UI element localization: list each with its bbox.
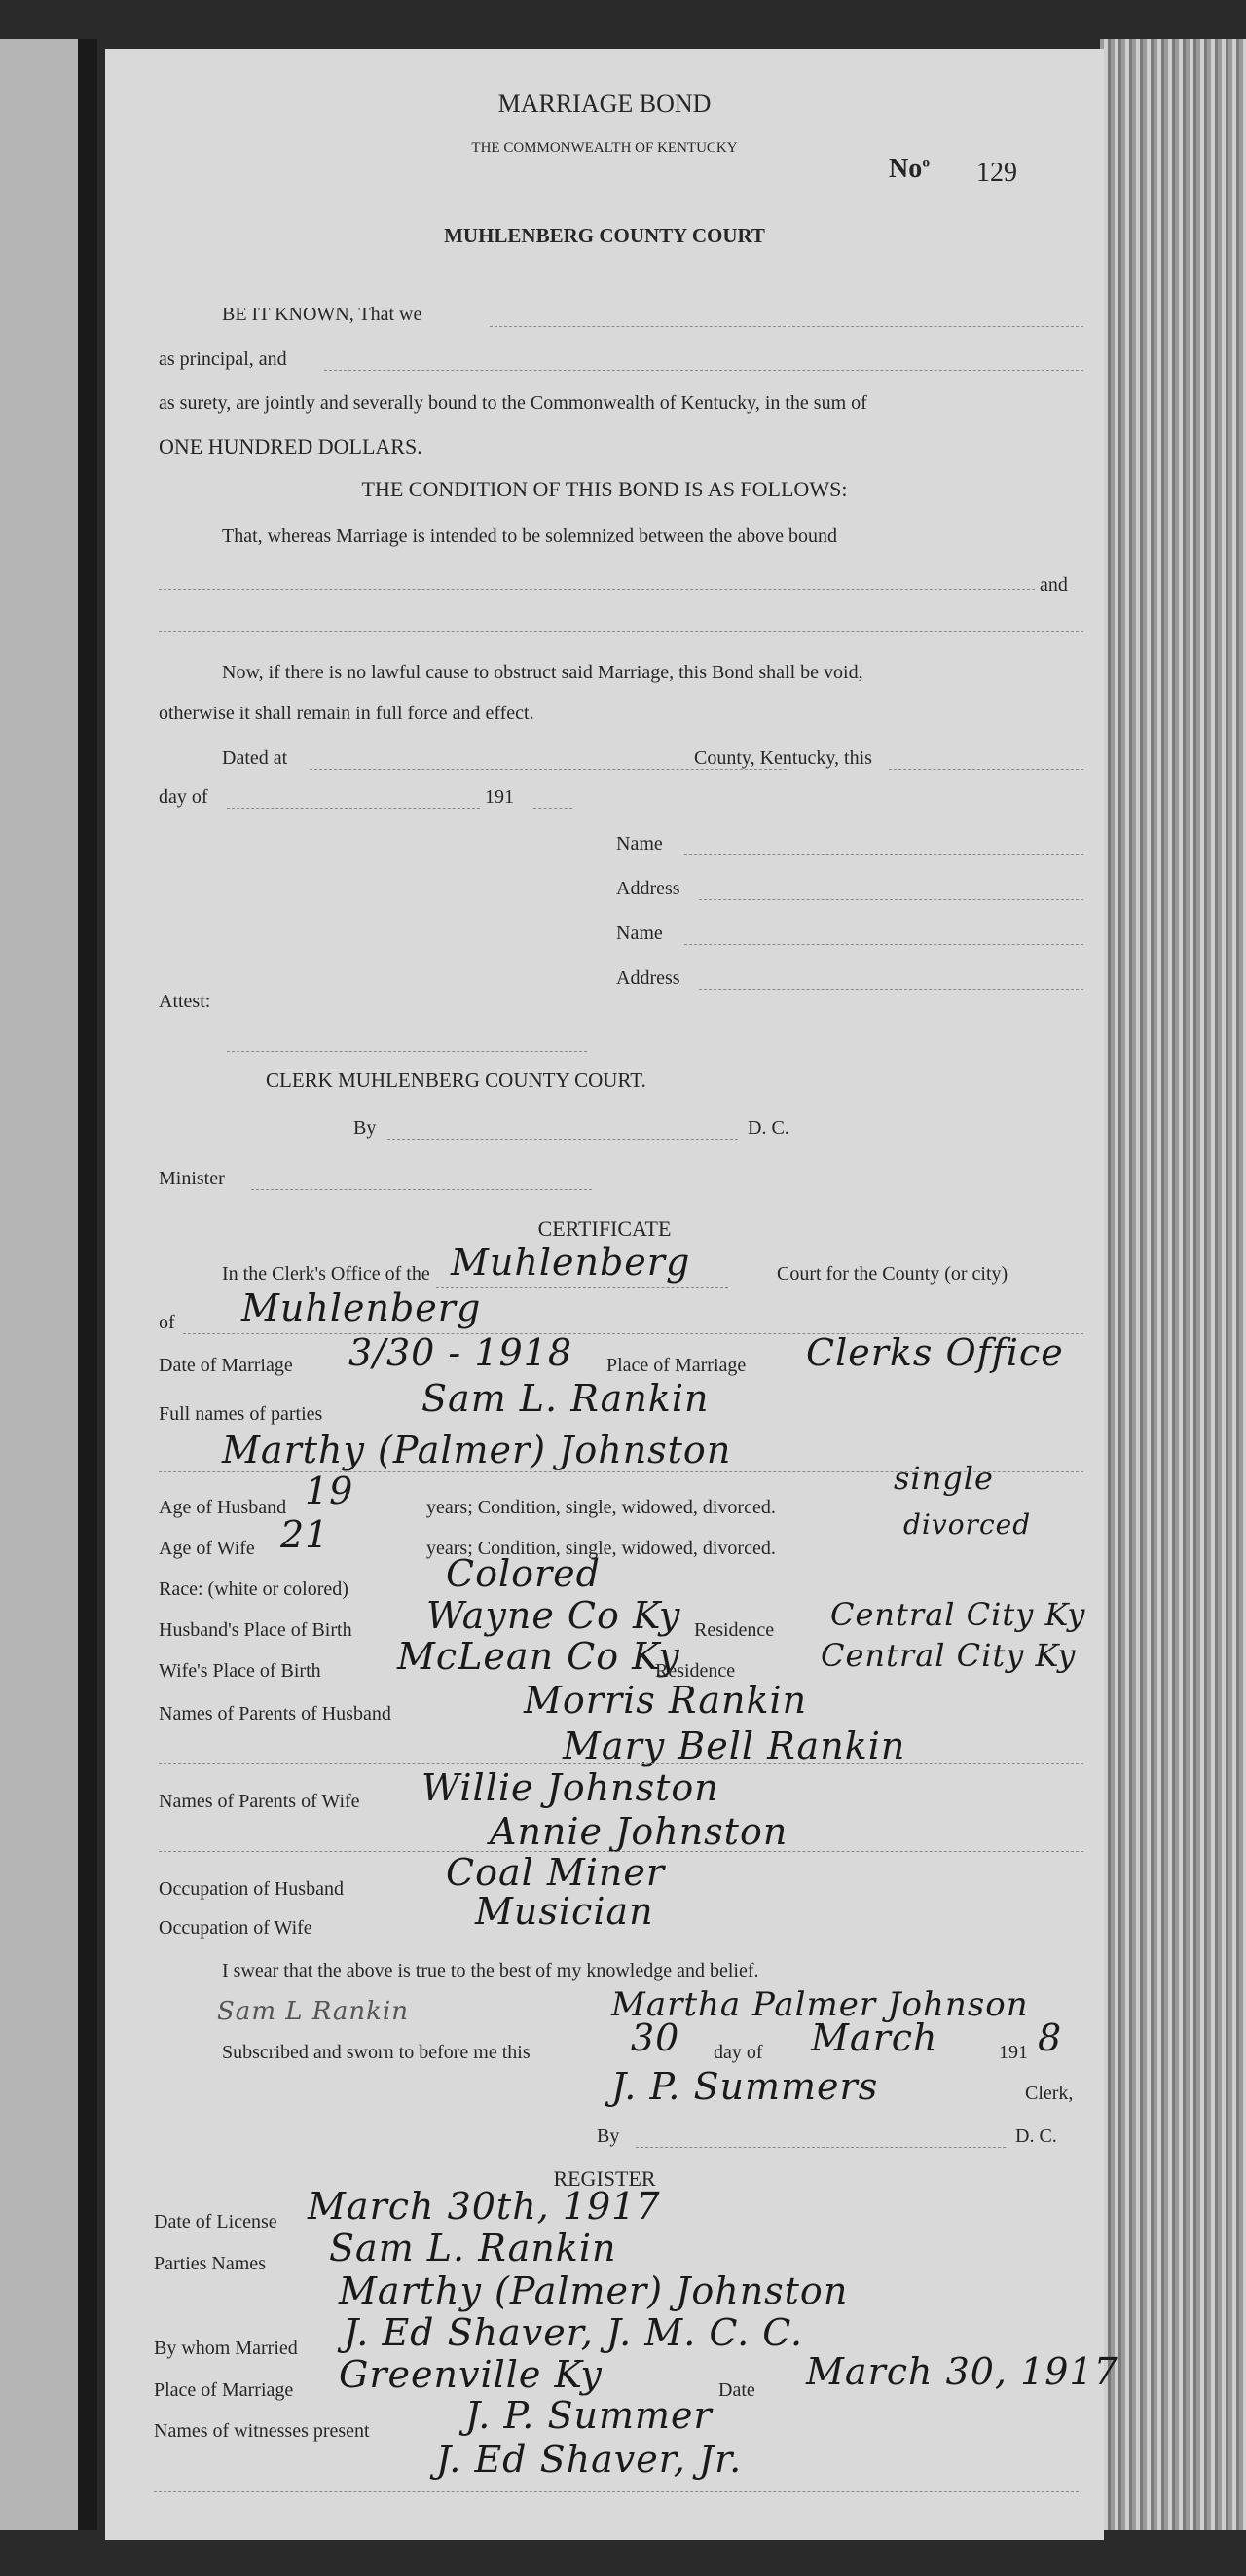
date-of-marriage-value: 3/30 - 1918: [348, 1331, 573, 1374]
husband-residence-value: Central City Ky: [830, 1596, 1086, 1633]
age-wife-value: 21: [280, 1513, 330, 1556]
cert-by-line: [636, 2147, 1006, 2148]
clerks-office-text: In the Clerk's Office of the: [222, 1263, 430, 1285]
witness-1: J. P. Summer: [465, 2394, 713, 2437]
witnesses-label: Names of witnesses present: [154, 2420, 370, 2442]
place-of-marriage-value: Clerks Office: [806, 1331, 1064, 1374]
age-wife-label: Age of Wife: [159, 1538, 255, 1559]
name-2-line: [684, 944, 1083, 945]
bound-party-line-1: [159, 589, 1035, 590]
husband-birthplace-value: Wayne Co Ky: [426, 1594, 681, 1637]
husband-parent-2: Mary Bell Rankin: [563, 1724, 906, 1767]
age-husband-value: 19: [305, 1469, 354, 1512]
clerks-office-county: Muhlenberg: [451, 1241, 691, 1284]
surety-text: as surety, are jointly and severally bound to the Commonwealth of Kentucky, in the sum of: [159, 392, 867, 414]
wife-residence-label: Residence: [655, 1660, 736, 1682]
register-place-label: Place of Marriage: [154, 2379, 294, 2401]
day-line: [889, 769, 1083, 770]
married-by-value: J. Ed Shaver, J. M. C. C.: [344, 2311, 804, 2354]
parties-names-label: Parties Names: [154, 2253, 266, 2274]
certificate-heading: CERTIFICATE: [537, 1216, 672, 1241]
witness-2: J. Ed Shaver, Jr.: [436, 2438, 743, 2481]
principal-name-line: [490, 326, 1083, 327]
husband-residence-label: Residence: [694, 1619, 775, 1641]
register-place-value: Greenville Ky: [339, 2353, 603, 2396]
condition-husband-value: single: [894, 1460, 994, 1497]
wife-parents-label: Names of Parents of Wife: [159, 1791, 360, 1812]
condition-husband-text: years; Condition, single, widowed, divorced.: [426, 1497, 776, 1518]
husband-parent-1: Morris Rankin: [524, 1679, 808, 1722]
month-line: [227, 808, 480, 809]
day-of: day of: [159, 786, 208, 808]
name-1-label: Name: [616, 833, 663, 854]
husband-birthplace-label: Husband's Place of Birth: [159, 1619, 352, 1641]
book-gutter: [78, 39, 97, 2530]
race-value: Colored: [446, 1552, 601, 1595]
married-by-label: By whom Married: [154, 2338, 298, 2359]
address-1-label: Address: [616, 878, 680, 899]
dc-label: D. C.: [748, 1117, 789, 1139]
minister-line: [251, 1189, 592, 1190]
be-it-known: BE IT KNOWN, That we: [222, 304, 422, 325]
condition-wife-text: years; Condition, single, widowed, divorced.: [426, 1538, 776, 1559]
place-of-marriage-label: Place of Marriage: [606, 1355, 747, 1376]
court-name: MUHLENBERG COUNTY COURT: [444, 224, 765, 247]
wife-parent-1: Willie Johnston: [421, 1766, 719, 1809]
year-prefix: 191: [485, 786, 514, 808]
surety-name-line: [324, 370, 1083, 371]
signature-1: Sam L Rankin: [217, 1997, 409, 2026]
husband-occupation-label: Occupation of Husband: [159, 1878, 344, 1900]
husband-occupation-value: Coal Miner: [446, 1851, 666, 1894]
subscribed-day-of: day of: [714, 2042, 763, 2063]
subscribed-text: Subscribed and sworn to before me this: [222, 2042, 531, 2063]
by-label: By: [353, 1117, 377, 1139]
now-if-2: otherwise it shall remain in full force and effect.: [159, 703, 534, 724]
wife-occupation-label: Occupation of Wife: [159, 1917, 312, 1939]
of-label: of: [159, 1312, 175, 1333]
witness-line: [154, 2491, 1079, 2492]
register-party-2: Marthy (Palmer) Johnston: [339, 2269, 849, 2312]
attest-label: Attest:: [159, 991, 211, 1012]
year-line: [533, 808, 572, 809]
address-2-label: Address: [616, 967, 680, 989]
register-date-value: March 30, 1917: [806, 2350, 1118, 2393]
date-of-marriage-label: Date of Marriage: [159, 1355, 293, 1376]
court-for-text: Court for the County (or city): [777, 1263, 1008, 1285]
name-1-line: [684, 854, 1083, 855]
full-names-label: Full names of parties: [159, 1403, 323, 1425]
that-whereas: That, whereas Marriage is intended to be solemnized between the above bound: [222, 526, 838, 547]
husband-parents-line: [159, 1763, 1083, 1764]
by-line: [387, 1139, 738, 1140]
now-if-1: Now, if there is no lawful cause to obstruct said Marriage, this Bond shall be void,: [222, 662, 863, 683]
attest-line: [227, 1051, 587, 1052]
party-1-name: Sam L. Rankin: [421, 1377, 710, 1420]
principal-text: as principal, and: [159, 348, 287, 370]
clerk-signature: J. P. Summers: [611, 2065, 879, 2108]
race-label: Race: (white or colored): [159, 1578, 348, 1600]
register-heading: REGISTER: [553, 2166, 656, 2191]
marriage-bond-page: [105, 49, 1118, 2540]
clerk-label-cert: Clerk,: [1025, 2083, 1074, 2104]
address-1-line: [699, 899, 1083, 900]
cert-dc-label: D. C.: [1015, 2125, 1057, 2147]
number-label: No$^o$: [889, 154, 931, 184]
license-date-label: Date of License: [154, 2211, 277, 2232]
wife-birthplace-value: McLean Co Ky: [397, 1635, 680, 1678]
page-edges: [1100, 39, 1246, 2530]
bound-party-line-2: [159, 631, 1083, 632]
party-2-name: Marthy (Palmer) Johnston: [222, 1429, 732, 1471]
wife-parent-2: Annie Johnston: [490, 1810, 788, 1853]
of-county: Muhlenberg: [241, 1287, 482, 1329]
county-kentucky: County, Kentucky, this: [694, 747, 872, 769]
and-text: and: [1040, 574, 1068, 596]
age-husband-label: Age of Husband: [159, 1497, 287, 1518]
bond-number: 129: [976, 158, 1017, 188]
address-2-line: [699, 989, 1083, 990]
doc-title: MARRIAGE BOND: [497, 90, 712, 118]
bond-amount: ONE HUNDRED DOLLARS.: [159, 434, 422, 458]
clerk-label: CLERK MUHLENBERG COUNTY COURT.: [266, 1069, 646, 1092]
wife-residence-value: Central City Ky: [821, 1637, 1077, 1674]
cert-by-label: By: [597, 2125, 620, 2147]
register-party-1: Sam L. Rankin: [329, 2227, 617, 2269]
condition-heading: THE CONDITION OF THIS BOND IS AS FOLLOWS:: [361, 477, 848, 501]
subscribed-year-prefix: 191: [999, 2042, 1028, 2063]
signature-2: Martha Palmer Johnson: [611, 1985, 1029, 2024]
adjacent-page: [0, 39, 78, 2530]
license-date-value: March 30th, 1917: [308, 2185, 661, 2228]
husband-parents-label: Names of Parents of Husband: [159, 1703, 391, 1724]
condition-wife-value: divorced: [903, 1508, 1032, 1541]
dated-at: Dated at: [222, 747, 288, 769]
swear-statement: I swear that the above is true to the best of my knowledge and belief.: [222, 1960, 759, 1981]
wife-occupation-value: Musician: [475, 1890, 654, 1933]
subscribed-year-digit: 8: [1038, 2016, 1063, 2059]
wife-birthplace-label: Wife's Place of Birth: [159, 1660, 321, 1682]
subscribed-day: 30: [631, 2016, 680, 2059]
register-date-label: Date: [718, 2379, 755, 2401]
subscribed-month: March: [811, 2016, 938, 2059]
minister-label: Minister: [159, 1168, 225, 1189]
name-2-label: Name: [616, 923, 663, 944]
doc-subtitle: THE COMMONWEALTH OF KENTUCKY: [471, 140, 738, 156]
